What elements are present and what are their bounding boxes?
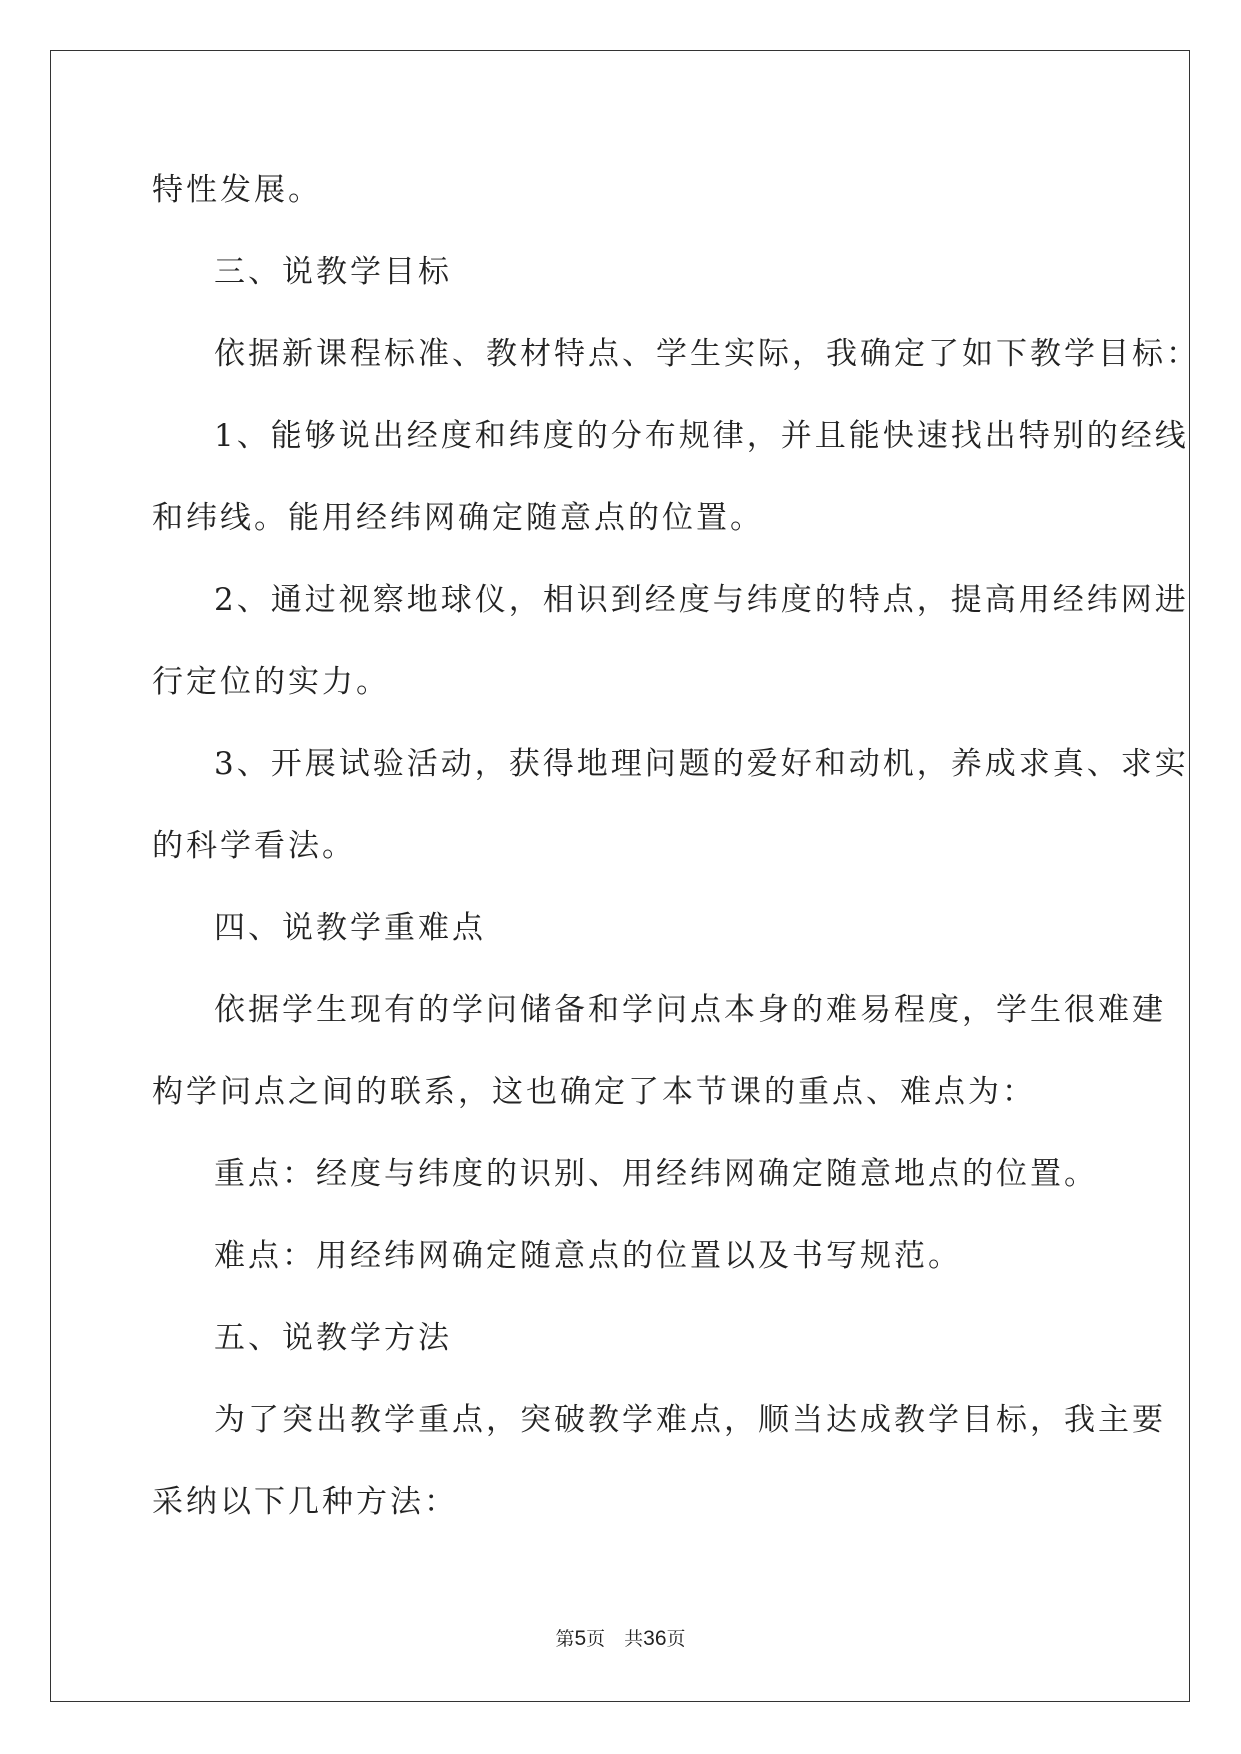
paragraph-line: 2、通过视察地球仪，相识到经度与纬度的特点，提高用经纬网进 bbox=[214, 582, 1189, 618]
paragraph-line: 重点：经度与纬度的识别、用经纬网确定随意地点的位置。 bbox=[214, 1156, 1098, 1192]
page-border bbox=[50, 50, 1190, 1702]
paragraph-line: 和纬线。能用经纬网确定随意点的位置。 bbox=[152, 500, 764, 536]
paragraph-line: 特性发展。 bbox=[152, 172, 322, 208]
page-footer bbox=[0, 1624, 1241, 1651]
paragraph-line: 3、开展试验活动，获得地理问题的爱好和动机，养成求真、求实 bbox=[214, 746, 1189, 782]
section-heading: 五、说教学方法 bbox=[214, 1320, 452, 1356]
paragraph-line: 依据新课程标准、教材特点、学生实际，我确定了如下教学目标： bbox=[214, 336, 1200, 372]
paragraph-line: 采纳以下几种方法： bbox=[152, 1484, 458, 1520]
footer-suffix: 页 bbox=[666, 1628, 686, 1650]
paragraph-line: 的科学看法。 bbox=[152, 828, 356, 864]
footer-page-number: 5 bbox=[574, 1627, 587, 1650]
paragraph-line: 依据学生现有的学问储备和学问点本身的难易程度，学生很难建 bbox=[214, 992, 1166, 1028]
section-heading: 四、说教学重难点 bbox=[214, 910, 486, 946]
section-heading: 三、说教学目标 bbox=[214, 254, 452, 290]
paragraph-line: 难点：用经纬网确定随意点的位置以及书写规范。 bbox=[214, 1238, 962, 1274]
footer-total-pages: 36 bbox=[643, 1627, 667, 1650]
paragraph-line: 1、能够说出经度和纬度的分布规律，并且能快速找出特别的经线 bbox=[214, 418, 1189, 454]
footer-prefix: 第 bbox=[555, 1628, 575, 1650]
paragraph-line: 为了突出教学重点，突破教学难点，顺当达成教学目标，我主要 bbox=[214, 1402, 1166, 1438]
paragraph-line: 构学问点之间的联系，这也确定了本节课的重点、难点为： bbox=[152, 1074, 1036, 1110]
paragraph-line: 行定位的实力。 bbox=[152, 664, 390, 700]
footer-middle: 页 共 bbox=[586, 1628, 644, 1650]
